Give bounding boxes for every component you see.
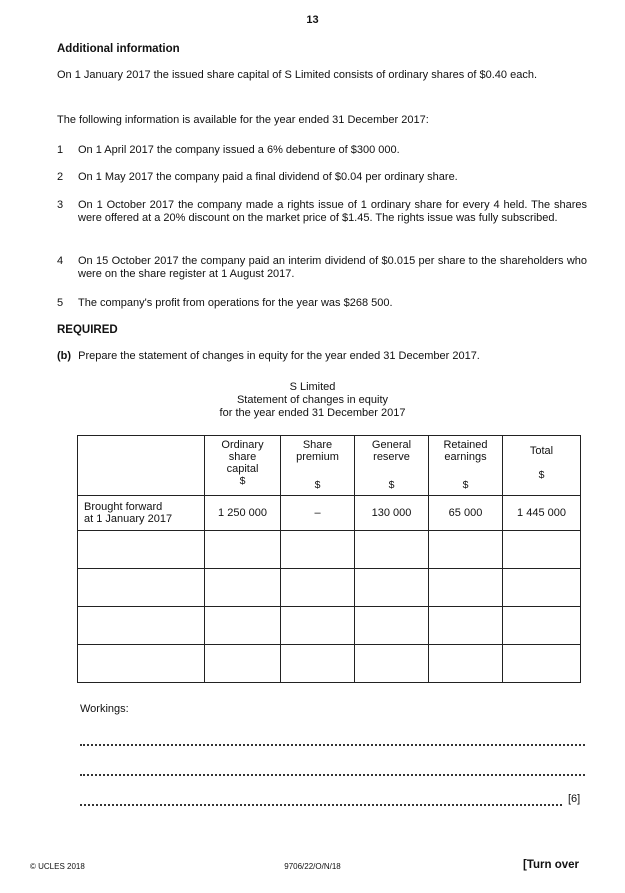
equity-statement-table: [77, 435, 581, 683]
answer-cell[interactable]: [503, 607, 581, 645]
table-row-answer: [78, 607, 581, 645]
statement-company: S Limited: [289, 381, 336, 393]
table-row-answer: [78, 569, 581, 607]
item-number: 1: [57, 144, 64, 156]
paper-code: 9706/22/O/N/18: [284, 862, 341, 871]
item-text: The company's profit from operations for the year was $268 500.: [78, 297, 393, 309]
item-number: 5: [57, 297, 64, 309]
answer-cell[interactable]: [429, 645, 503, 683]
page-number: 13: [306, 14, 319, 26]
answer-cell[interactable]: [78, 569, 205, 607]
answer-line[interactable]: [80, 774, 585, 776]
item-text: On 1 October 2017 the company made a rights issue of 1 ordinary share for every 4 held. The shares were offered at a 20% discount on the market price of $1.45. The rights issue was fully subscribed.: [78, 199, 587, 224]
answer-cell[interactable]: [205, 645, 281, 683]
required-heading: REQUIRED: [57, 324, 118, 336]
currency-symbol: $: [388, 479, 395, 491]
answer-cell[interactable]: [78, 645, 205, 683]
question-part-b: [57, 350, 480, 362]
answer-cell[interactable]: [503, 531, 581, 569]
header-blank-cell: [78, 436, 205, 496]
currency-symbol: $: [314, 479, 321, 491]
answer-cell[interactable]: [281, 531, 355, 569]
answer-cell[interactable]: [78, 607, 205, 645]
answer-cell[interactable]: [281, 645, 355, 683]
item-number: 2: [57, 171, 64, 183]
item-text: On 1 April 2017 the company issued a 6% debenture of $300 000.: [78, 144, 400, 156]
following-paragraph: The following information is available for the year ended 31 December 2017:: [57, 114, 429, 126]
answer-cell[interactable]: [429, 569, 503, 607]
answer-line[interactable]: [80, 744, 585, 746]
intro-paragraph: On 1 January 2017 the issued share capital of S Limited consists of ordinary shares of $0.40 each.: [57, 69, 537, 81]
cell-total: 1 445 000: [503, 496, 581, 531]
section-heading: Additional information: [57, 43, 180, 55]
header-general-reserve: General reserve $: [355, 436, 429, 496]
cell-share-premium: –: [281, 496, 355, 531]
item-text: On 15 October 2017 the company paid an interim dividend of $0.015 per share to the shareholders who were on the share register at 1 August 2017.: [78, 255, 587, 280]
table-header-row: [78, 436, 581, 496]
answer-cell[interactable]: [429, 607, 503, 645]
header-total: Total $: [503, 436, 581, 496]
answer-cell[interactable]: [281, 569, 355, 607]
currency-symbol: $: [462, 479, 469, 491]
item-text: On 1 May 2017 the company paid a final dividend of $0.04 per ordinary share.: [78, 171, 458, 183]
answer-cell[interactable]: [355, 645, 429, 683]
currency-symbol: $: [538, 469, 545, 481]
answer-cell[interactable]: [205, 569, 281, 607]
workings-label: Workings:: [80, 703, 129, 715]
table-row-brought-forward: [78, 496, 581, 531]
answer-cell[interactable]: [355, 607, 429, 645]
answer-cell[interactable]: [205, 607, 281, 645]
answer-cell[interactable]: [78, 531, 205, 569]
answer-cell[interactable]: [503, 569, 581, 607]
statement-name: Statement of changes in equity: [236, 394, 389, 406]
header-share-premium: Share premium $: [281, 436, 355, 496]
part-text: Prepare the statement of changes in equity for the year ended 31 December 2017.: [78, 350, 480, 362]
turn-over: [Turn over: [523, 859, 580, 871]
row-label: Brought forward at 1 January 2017: [78, 496, 205, 531]
currency-symbol: $: [239, 475, 246, 487]
answer-line[interactable]: [80, 804, 562, 806]
answer-cell[interactable]: [503, 645, 581, 683]
marks-allocation: [6]: [568, 793, 581, 805]
copyright-notice: © UCLES 2018: [30, 862, 85, 871]
item-number: 3: [57, 199, 64, 211]
table-row-answer: [78, 645, 581, 683]
answer-cell[interactable]: [355, 531, 429, 569]
cell-ordinary-share-capital: 1 250 000: [205, 496, 281, 531]
table-row-answer: [78, 531, 581, 569]
answer-cell[interactable]: [355, 569, 429, 607]
answer-cell[interactable]: [205, 531, 281, 569]
item-number: 4: [57, 255, 64, 267]
answer-cell[interactable]: [429, 531, 503, 569]
cell-general-reserve: 130 000: [355, 496, 429, 531]
header-retained-earnings: Retained earnings $: [429, 436, 503, 496]
statement-period: for the year ended 31 December 2017: [219, 407, 406, 419]
cell-retained-earnings: 65 000: [429, 496, 503, 531]
answer-cell[interactable]: [281, 607, 355, 645]
part-label: (b): [57, 350, 72, 362]
header-ordinary-share-capital: Ordinary share capital $: [205, 436, 281, 496]
